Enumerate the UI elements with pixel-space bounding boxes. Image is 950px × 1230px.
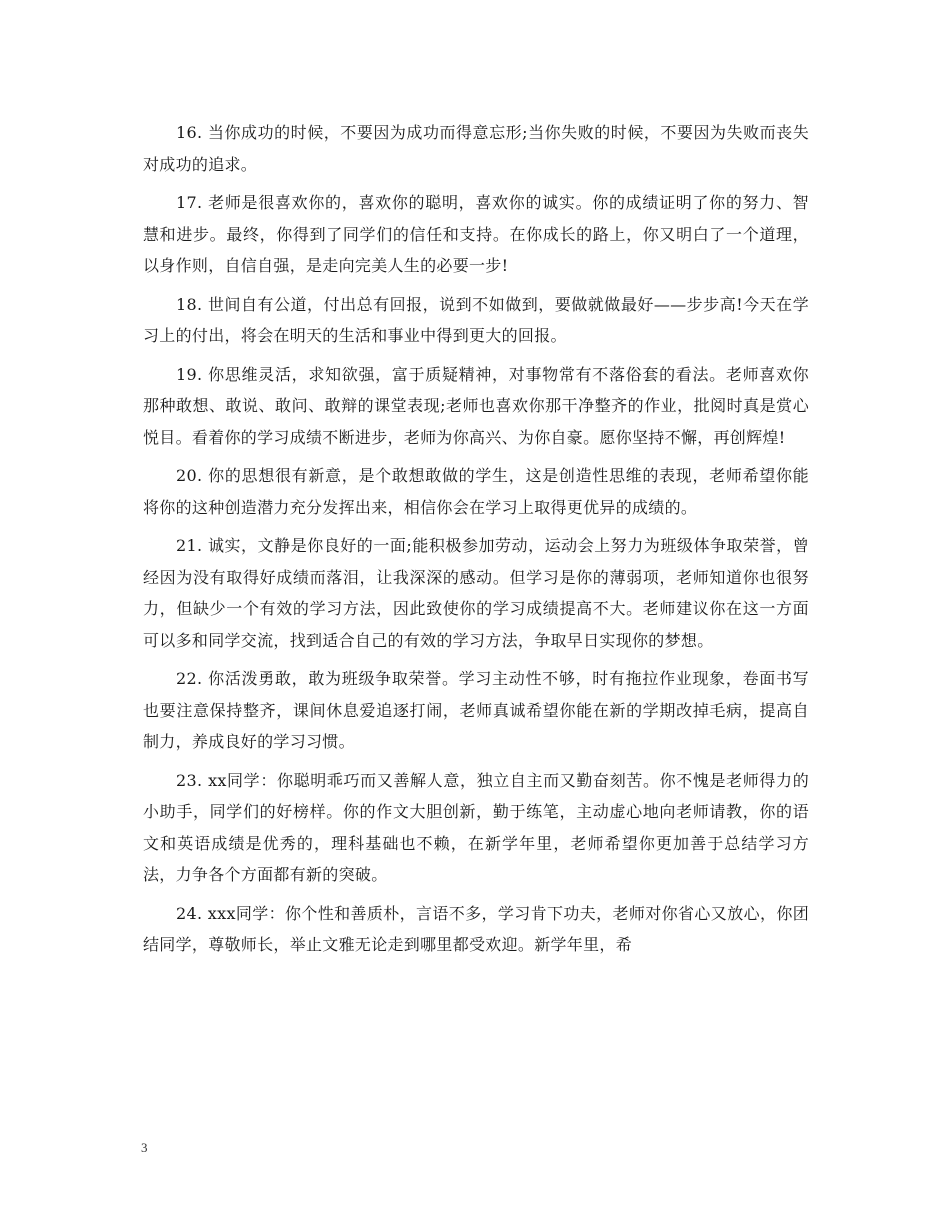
paragraph-23: 23. xx同学：你聪明乖巧而又善解人意，独立自主而又勤奋刻苦。你不愧是老师得力的小助手，同学们的好榜样。你的作文大胆创新，勤于练笔，主动虚心地向老师请教，你的语文和英语成绩是优秀的，理科基础也不赖，在新学年里，老师希望你更加善于总结学习方法，力争各个方面都有新的突破。 (143, 770, 809, 884)
page-number: 3 (141, 1140, 148, 1155)
paragraph-19: 19. 你思维灵活，求知欲强，富于质疑精神，对事物常有不落俗套的看法。老师喜欢你那种敢想、敢说、敢问、敢辩的课堂表现;老师也喜欢你那干净整齐的作业，批阅时真是赏心悦目。看着你的学习成绩不断进步，老师为你高兴、为你自豪。愿你坚持不懈，再创辉煌! (143, 364, 809, 447)
paragraph-24: 24. xxx同学：你个性和善质朴，言语不多，学习肯下功夫，老师对你省心又放心，你团结同学，尊敬师长，举止文雅无论走到哪里都受欢迎。新学年里，希 (143, 903, 809, 954)
paragraph-17: 17. 老师是很喜欢你的，喜欢你的聪明，喜欢你的诚实。你的成绩证明了你的努力、智慧和进步。最终，你得到了同学们的信任和支持。在你成长的路上，你又明白了一个道理，以身作则，自信自强，是走向完美人生的必要一步! (143, 193, 809, 275)
paragraph-16: 16. 当你成功的时候，不要因为成功而得意忘形;当你失败的时候，不要因为失败而丧失对成功的追求。 (143, 123, 809, 174)
paragraph-18: 18. 世间自有公道，付出总有回报，说到不如做到，要做就做最好——步步高!今天在学习上的付出，将会在明天的生活和事业中得到更大的回报。 (143, 294, 809, 345)
document-body (143, 117, 809, 968)
paragraph-20: 20. 你的思想很有新意，是个敢想敢做的学生，这是创造性思维的表现，老师希望你能将你的这种创造潜力充分发挥出来，相信你会在学习上取得更优异的成绩的。 (143, 466, 809, 517)
paragraph-22: 22. 你活泼勇敢，敢为班级争取荣誉。学习主动性不够，时有拖拉作业现象，卷面书写也要注意保持整齐，课间休息爱追逐打闹，老师真诚希望你能在新的学期改掉毛病，提高自制力，养成良好的学习习惯。 (143, 669, 809, 751)
paragraph-21: 21. 诚实，文静是你良好的一面;能积极参加劳动，运动会上努力为班级体争取荣誉，曾经因为没有取得好成绩而落泪，让我深深的感动。但学习是你的薄弱项，老师知道你也很努力，但缺少一个有效的学习方法，因此致使你的学习成绩提高不大。老师建议你在这一方面可以多和同学交流，找到适合自己的有效的学习方法，争取早日实现你的梦想。 (143, 536, 809, 650)
